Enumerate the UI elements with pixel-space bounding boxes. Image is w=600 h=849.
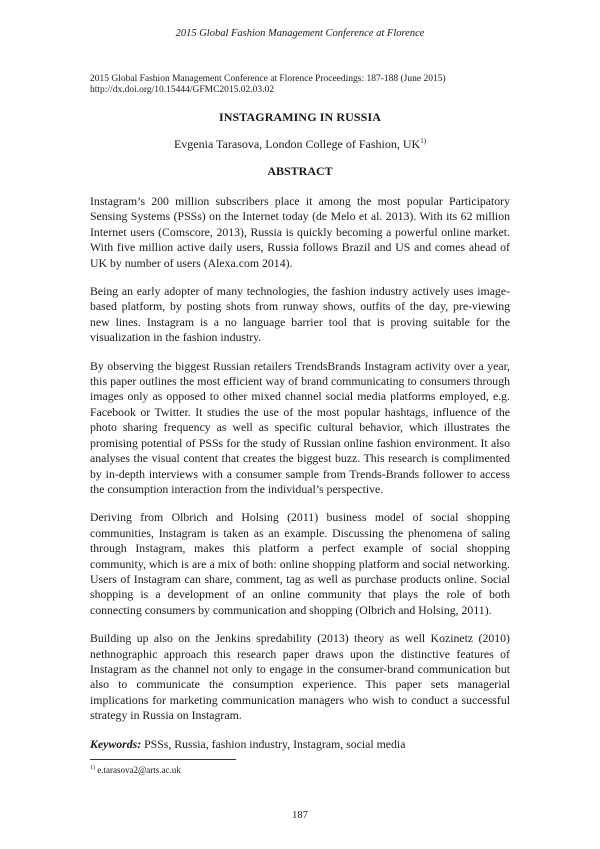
abstract-heading: ABSTRACT	[267, 164, 333, 178]
author-name: Evgenia Tarasova, London College of Fashion, UK	[173, 137, 421, 151]
paper-title: INSTAGRAMING IN RUSSIA	[218, 110, 381, 124]
abstract-paragraph-5: Building up also on the Jenkins spredability (2013) theory as well Kozinetz (2010) nethnographic approach this research paper draws upon the distinctive features of Instagram as the channel not only to engage in the consumer-brand communication but also to communicate the consumption experience. This paper sets managerial implications for marketing communication managers who wish to conduct a successful strategy in Russia on Instagram.	[90, 631, 510, 723]
keywords-line	[90, 737, 510, 752]
abstract-paragraph-2: Being an early adopter of many technologies, the fashion industry actively uses image-based platform, by posting shots from runway shows, outfits of the day, pre-viewing new lines. Instagram is a no language barrier tool that is proving suitable for the visualization in the fashion industry.	[90, 284, 510, 345]
abstract-paragraph-4: Deriving from Olbrich and Holsing (2011) business model of social shopping communities, Instagram is taken as an example. Discussing the phenomena of saling through Instagram, makes this platform a perfect example of social shopping community, which is are a mix of both: online shopping platform and social networking. Users of Instagram can share, comment, tag as well as purchase products online. Social shopping is a development of an online community that plays the role of both connecting consumers by communication and shopping (Olbrich and Holsing, 2011).	[90, 510, 510, 617]
keywords-list: PSSs, Russia, fashion industry, Instagram, social media	[144, 736, 406, 751]
doi-link[interactable]: http://dx.doi.org/10.15444/GFMC2015.02.03.02	[90, 85, 275, 95]
author-line	[0, 137, 600, 152]
page-number: 187	[292, 810, 308, 821]
abstract-paragraph-1: Instagram’s 200 million subscribers place it among the most popular Participatory Sensing Systems (PSSs) on the Internet today (de Melo et al. 2013). With its 62 million Internet users (Comscore, 2013), Russia is quickly becoming a powerful online market. With five million active daily users, Russia follows Brazil and US and comes ahead of UK by number of users (Alexa.com 2014).	[90, 194, 510, 270]
abstract-paragraph-3: By observing the biggest Russian retailers TrendsBrands Instagram activity over a year, this paper outlines the most efficient way of brand communicating to consumers through images only as opposed to other mixed channel social media platforms employed, e.g. Facebook or Twitter. It studies the use of the most popular hashtags, influence of the photo sharing frequency as well as specific cultural behavior, which illustrates the promising potential of PSSs for the study of Russian online fashion environment. It also analyses the visual content that creates the biggest buzz. This research is complimented by in-depth interviews with a consumer sample from Trends-Brands follower to access the consumption interaction from the individual’s perspective.	[90, 358, 510, 496]
footnote-email[interactable]: e.tarasova2@arts.ac.uk	[97, 765, 181, 775]
abstract-body	[90, 194, 510, 752]
footnote-divider	[90, 759, 236, 760]
proceedings-info	[90, 74, 446, 96]
footnote	[90, 765, 181, 775]
author-footnote-mark: 1)	[420, 137, 427, 145]
footnote-mark: 1)	[90, 765, 95, 771]
proceedings-line: 2015 Global Fashion Management Conference at Florence Proceedings: 187-188 (June 2015)	[90, 74, 446, 84]
running-head: 2015 Global Fashion Management Conference at Florence	[175, 28, 425, 39]
keywords-label: Keywords:	[90, 736, 142, 751]
